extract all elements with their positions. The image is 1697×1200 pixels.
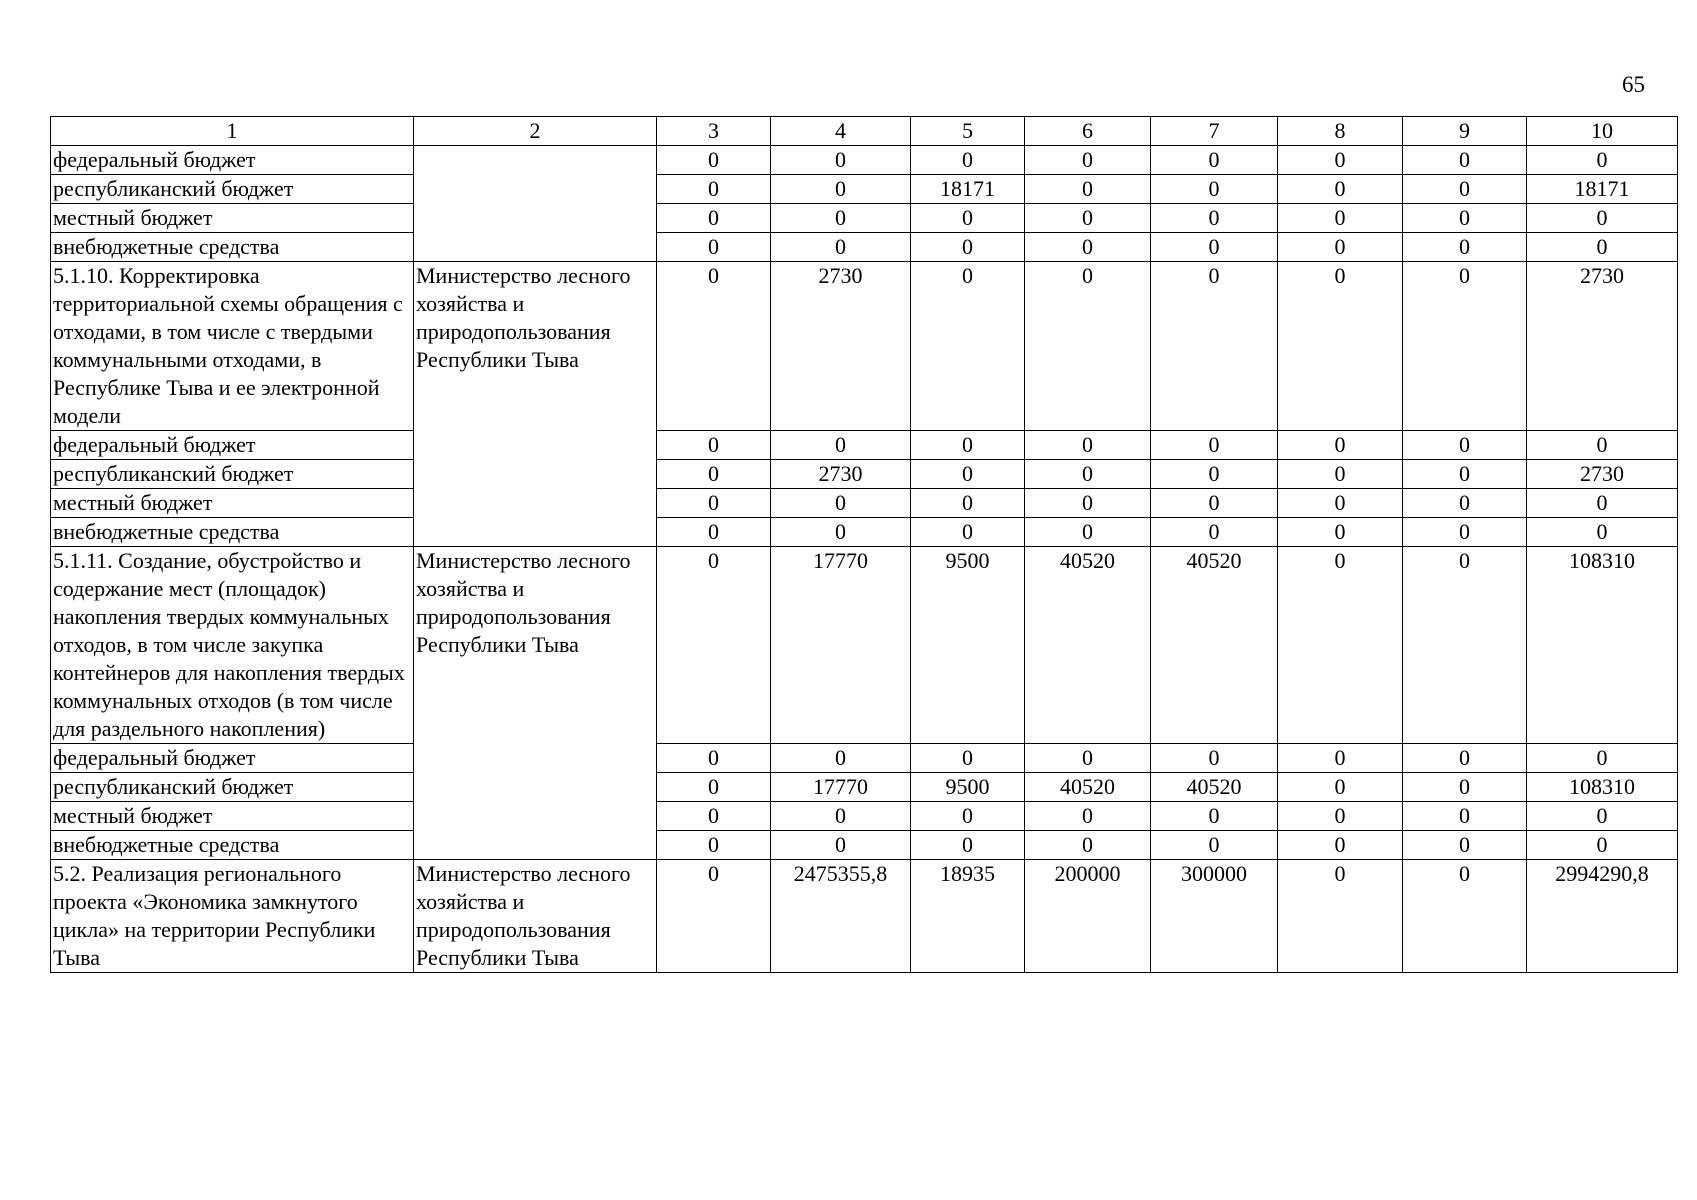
- value-cell: 0: [1151, 518, 1278, 547]
- value-cell: 0: [1025, 175, 1151, 204]
- value-cell: 0: [657, 146, 771, 175]
- value-cell: 0: [1025, 489, 1151, 518]
- value-cell: 0: [1403, 802, 1527, 831]
- value-cell: 0: [1403, 233, 1527, 262]
- column-header: 8: [1278, 117, 1403, 146]
- funding-source-label: республиканский бюджет: [51, 773, 414, 802]
- column-header: 4: [771, 117, 911, 146]
- value-cell: 0: [1527, 204, 1678, 233]
- funding-row: [51, 460, 1678, 489]
- value-cell: 40520: [1151, 773, 1278, 802]
- funding-source-label: федеральный бюджет: [51, 744, 414, 773]
- value-cell: 17770: [771, 773, 911, 802]
- value-cell: 0: [1527, 233, 1678, 262]
- value-cell: 0: [771, 831, 911, 860]
- value-cell: 0: [1403, 860, 1527, 973]
- value-cell: 108310: [1527, 773, 1678, 802]
- value-cell: 0: [1151, 431, 1278, 460]
- value-cell: 2994290,8: [1527, 860, 1678, 973]
- value-cell: 0: [911, 802, 1025, 831]
- value-cell: 40520: [1151, 547, 1278, 744]
- measure-title: 5.1.11. Создание, обустройство и содержание мест (площадок) накопления твердых коммунальных отходов, в том числе закупка контейнеров для накопления твердых коммунальных отходов (в том числе для раздельного накопления): [51, 547, 414, 744]
- value-cell: 0: [911, 489, 1025, 518]
- value-cell: 0: [657, 831, 771, 860]
- value-cell: 0: [1403, 744, 1527, 773]
- value-cell: 0: [1278, 460, 1403, 489]
- value-cell: 0: [1278, 489, 1403, 518]
- value-cell: 0: [1403, 831, 1527, 860]
- column-header: 10: [1527, 117, 1678, 146]
- value-cell: 0: [657, 489, 771, 518]
- value-cell: 0: [771, 489, 911, 518]
- value-cell: 0: [657, 860, 771, 973]
- column-header: 6: [1025, 117, 1151, 146]
- value-cell: 0: [1025, 204, 1151, 233]
- measure-title: 5.2. Реализация регионального проекта «Экономика замкнутого цикла» на территории Республики Тыва: [51, 860, 414, 973]
- value-cell: 0: [1278, 802, 1403, 831]
- value-cell: 0: [1151, 204, 1278, 233]
- value-cell: 0: [1278, 547, 1403, 744]
- value-cell: 2730: [771, 262, 911, 431]
- funding-row: [51, 431, 1678, 460]
- value-cell: 40520: [1025, 547, 1151, 744]
- value-cell: 0: [1403, 175, 1527, 204]
- value-cell: 0: [771, 204, 911, 233]
- column-header: 1: [51, 117, 414, 146]
- value-cell: 9500: [911, 773, 1025, 802]
- value-cell: 0: [771, 802, 911, 831]
- funding-row: [51, 831, 1678, 860]
- funding-source-label: федеральный бюджет: [51, 146, 414, 175]
- value-cell: 200000: [1025, 860, 1151, 973]
- value-cell: 0: [657, 773, 771, 802]
- column-header: 2: [414, 117, 657, 146]
- value-cell: 0: [911, 744, 1025, 773]
- value-cell: 0: [1025, 518, 1151, 547]
- value-cell: 0: [1151, 489, 1278, 518]
- executor-cell: [414, 146, 657, 262]
- value-cell: 0: [1025, 460, 1151, 489]
- value-cell: 0: [1278, 175, 1403, 204]
- value-cell: 0: [1025, 146, 1151, 175]
- value-cell: 0: [771, 146, 911, 175]
- measure-row: [51, 262, 1678, 431]
- value-cell: 0: [771, 175, 911, 204]
- column-header: 9: [1403, 117, 1527, 146]
- value-cell: 40520: [1025, 773, 1151, 802]
- executor-cell: Министерство лесного хозяйства и природопользования Республики Тыва: [414, 860, 657, 973]
- value-cell: 0: [911, 233, 1025, 262]
- value-cell: 0: [1403, 460, 1527, 489]
- value-cell: 0: [657, 518, 771, 547]
- value-cell: 0: [1151, 233, 1278, 262]
- value-cell: 0: [771, 431, 911, 460]
- funding-row: [51, 518, 1678, 547]
- value-cell: 9500: [911, 547, 1025, 744]
- value-cell: 0: [771, 744, 911, 773]
- header-row: [51, 117, 1678, 146]
- column-header: 5: [911, 117, 1025, 146]
- value-cell: 0: [657, 460, 771, 489]
- value-cell: 0: [657, 431, 771, 460]
- value-cell: 0: [1278, 518, 1403, 547]
- measure-row: [51, 860, 1678, 973]
- executor-cell: Министерство лесного хозяйства и природопользования Республики Тыва: [414, 547, 657, 860]
- value-cell: 0: [911, 518, 1025, 547]
- value-cell: 0: [771, 233, 911, 262]
- value-cell: 17770: [771, 547, 911, 744]
- value-cell: 0: [771, 518, 911, 547]
- value-cell: 0: [1278, 860, 1403, 973]
- value-cell: 0: [1278, 262, 1403, 431]
- value-cell: 0: [1403, 489, 1527, 518]
- value-cell: 0: [1527, 146, 1678, 175]
- value-cell: 0: [1151, 744, 1278, 773]
- value-cell: 0: [1025, 831, 1151, 860]
- funding-source-label: внебюджетные средства: [51, 518, 414, 547]
- value-cell: 0: [1403, 431, 1527, 460]
- funding-row: [51, 146, 1678, 175]
- value-cell: 0: [1527, 431, 1678, 460]
- funding-source-label: республиканский бюджет: [51, 175, 414, 204]
- page-number: 65: [1622, 72, 1645, 97]
- funding-source-label: местный бюджет: [51, 802, 414, 831]
- value-cell: 0: [911, 262, 1025, 431]
- value-cell: 18935: [911, 860, 1025, 973]
- value-cell: 0: [1278, 773, 1403, 802]
- value-cell: 300000: [1151, 860, 1278, 973]
- value-cell: 0: [1151, 831, 1278, 860]
- value-cell: 0: [1278, 431, 1403, 460]
- value-cell: 0: [1527, 831, 1678, 860]
- funding-row: [51, 802, 1678, 831]
- funding-source-label: внебюджетные средства: [51, 831, 414, 860]
- funding-source-label: местный бюджет: [51, 204, 414, 233]
- value-cell: 18171: [911, 175, 1025, 204]
- funding-row: [51, 744, 1678, 773]
- value-cell: 0: [1025, 802, 1151, 831]
- value-cell: 0: [1025, 233, 1151, 262]
- funding-source-label: местный бюджет: [51, 489, 414, 518]
- column-header: 3: [657, 117, 771, 146]
- value-cell: 0: [657, 262, 771, 431]
- value-cell: 0: [911, 204, 1025, 233]
- value-cell: 0: [1278, 831, 1403, 860]
- measure-row: [51, 547, 1678, 744]
- value-cell: 0: [1403, 146, 1527, 175]
- funding-row: [51, 175, 1678, 204]
- value-cell: 0: [1403, 518, 1527, 547]
- value-cell: 0: [1025, 431, 1151, 460]
- value-cell: 2475355,8: [771, 860, 911, 973]
- value-cell: 0: [1151, 460, 1278, 489]
- column-header: 7: [1151, 117, 1278, 146]
- value-cell: 0: [911, 831, 1025, 860]
- funding-row: [51, 489, 1678, 518]
- funding-source-label: республиканский бюджет: [51, 460, 414, 489]
- value-cell: 0: [1527, 744, 1678, 773]
- value-cell: 0: [1278, 233, 1403, 262]
- value-cell: 0: [1527, 518, 1678, 547]
- value-cell: 0: [1403, 262, 1527, 431]
- value-cell: 0: [1527, 489, 1678, 518]
- funding-source-label: федеральный бюджет: [51, 431, 414, 460]
- value-cell: 0: [1278, 204, 1403, 233]
- value-cell: 0: [1151, 802, 1278, 831]
- value-cell: 0: [657, 175, 771, 204]
- value-cell: 18171: [1527, 175, 1678, 204]
- value-cell: 108310: [1527, 547, 1678, 744]
- value-cell: 0: [1278, 146, 1403, 175]
- funding-row: [51, 773, 1678, 802]
- value-cell: 0: [657, 233, 771, 262]
- value-cell: 0: [657, 744, 771, 773]
- funding-row: [51, 233, 1678, 262]
- funding-source-label: внебюджетные средства: [51, 233, 414, 262]
- value-cell: 0: [1278, 744, 1403, 773]
- value-cell: 0: [1025, 262, 1151, 431]
- value-cell: 0: [1403, 204, 1527, 233]
- value-cell: 0: [1025, 744, 1151, 773]
- value-cell: 0: [911, 460, 1025, 489]
- value-cell: 0: [911, 431, 1025, 460]
- executor-cell: Министерство лесного хозяйства и природопользования Республики Тыва: [414, 262, 657, 547]
- value-cell: 0: [657, 547, 771, 744]
- value-cell: 2730: [771, 460, 911, 489]
- value-cell: 2730: [1527, 460, 1678, 489]
- value-cell: 0: [657, 204, 771, 233]
- budget-table: [50, 116, 1678, 973]
- value-cell: 0: [1403, 547, 1527, 744]
- value-cell: 0: [1403, 773, 1527, 802]
- value-cell: 0: [911, 146, 1025, 175]
- value-cell: 0: [1151, 175, 1278, 204]
- value-cell: 0: [1151, 262, 1278, 431]
- funding-row: [51, 204, 1678, 233]
- value-cell: 0: [657, 802, 771, 831]
- measure-title: 5.1.10. Корректировка территориальной схемы обращения с отходами, в том числе с твердыми коммунальными отходами, в Республике Тыва и ее электронной модели: [51, 262, 414, 431]
- value-cell: 2730: [1527, 262, 1678, 431]
- value-cell: 0: [1151, 146, 1278, 175]
- value-cell: 0: [1527, 802, 1678, 831]
